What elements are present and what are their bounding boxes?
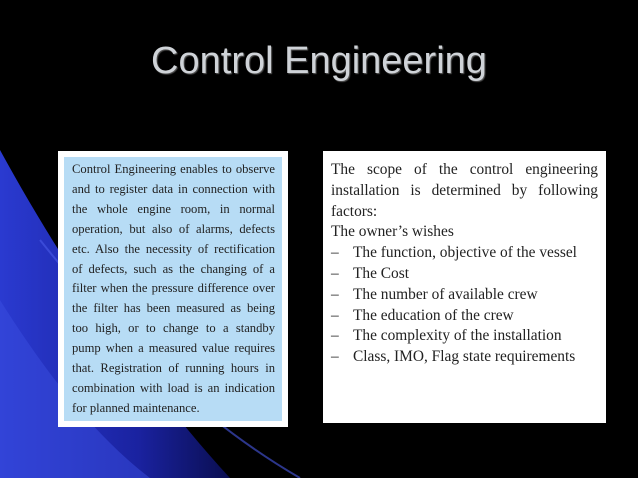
- list-item: – The Cost: [331, 264, 598, 285]
- list-item: – Class, IMO, Flag state requirements: [331, 347, 598, 368]
- owner-wishes-heading: The owner’s wishes: [331, 223, 454, 241]
- left-panel-text: Control Engineering enables to observe and to register data in connection with the whole engine room, in normal operation, but also of alarms, defects etc. Also the necessity of rectification of defects, such as the changing of a filter when the pressure difference over the filter has been measured as being too high, or to change to a standby pump when a measured value requires that. Registration of running hours in combination with load is an indication for planned maintenance.: [64, 157, 282, 421]
- list-item: – The number of available crew: [331, 285, 598, 306]
- slide-title: Control Engineering: [151, 40, 487, 82]
- list-item: – The function, objective of the vessel: [331, 243, 598, 264]
- bullet-dash: –: [331, 327, 339, 345]
- bullet-dash: –: [331, 306, 339, 324]
- bullet-dash: –: [331, 285, 339, 303]
- bullet-dash: –: [331, 244, 339, 262]
- right-text-panel: [323, 151, 606, 423]
- bullet-dash: –: [331, 264, 339, 282]
- list-item: – The education of the crew: [331, 306, 598, 327]
- left-text-panel: [58, 151, 288, 427]
- list-item: – The complexity of the installation: [331, 326, 598, 347]
- factor-list: [331, 243, 598, 368]
- scope-intro-text: The scope of the control engineering installation is determined by following factors:: [331, 161, 598, 220]
- bullet-dash: –: [331, 348, 339, 366]
